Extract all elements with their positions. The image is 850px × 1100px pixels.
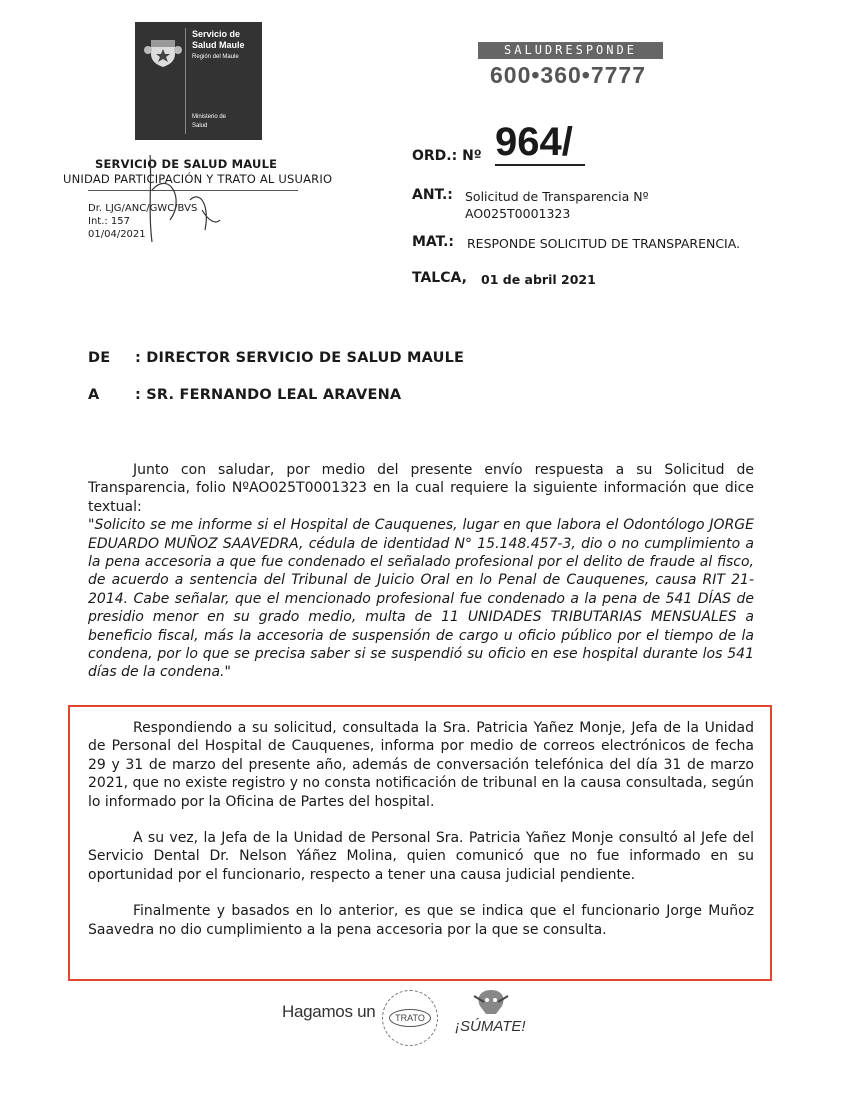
ord-underline <box>495 164 585 166</box>
response-paragraph-3: Finalmente y basados en lo anterior, es que se indica que el funcionario Jorge Muñoz Saavedra no dio cumplimiento a la pena accesoria por la que se consulta. <box>88 903 754 938</box>
trato-seal <box>382 990 438 1046</box>
ord-number: 964/ <box>495 120 573 164</box>
a-label: A <box>88 387 100 403</box>
response-paragraph-1: Respondiendo a su solicitud, consultada la Sra. Patricia Yañez Monje, Jefa de la Unidad de Personal del Hospital de Cauquenes, informa por medio de correos electrónicos de fecha 29 y 31 de marzo del presente año, además de conversación telefónica del día 31 de marzo 2021, que no existe registro y no consta notificación de tribunal en la causa consultada, según lo informado por la Oficina de Partes del hospital. <box>88 720 754 810</box>
reference-initials: Dr. LJG/ANC/GWC/BVS <box>88 203 198 214</box>
mat-label: MAT.: <box>412 234 455 250</box>
a-value: : SR. FERNANDO LEAL ARAVENA <box>135 387 402 403</box>
logo-text-line2: Salud Maule <box>192 40 245 50</box>
ant-line1: Solicitud de Transparencia Nº <box>465 189 649 204</box>
reference-internal-number: Int.: 157 <box>88 216 131 227</box>
logo-text-line1: Servicio de <box>192 29 241 39</box>
mat-value: RESPONDE SOLICITUD DE TRANSPARENCIA. <box>467 236 741 251</box>
logo-text-line4: Ministerio de <box>192 114 227 120</box>
logo-text-line5: Salud <box>192 123 208 129</box>
unit-name: UNIDAD PARTICIPACIÓN Y TRATO AL USUARIO <box>63 172 333 186</box>
hotline-label: SALUDRESPONDE <box>478 42 663 59</box>
footer-slogan: Hagamos un <box>282 1002 376 1021</box>
place-label: TALCA, <box>412 270 467 286</box>
ant-line2: AO025T0001323 <box>465 206 571 221</box>
intro-paragraph: Junto con saludar, por medio del presente envío respuesta a su Solicitud de Transparencia, folio NºAO025T0001323 en la cual requiere la siguiente información que dice textual: <box>88 462 754 515</box>
logo-text-line3: Región del Maule <box>192 54 239 60</box>
date-value: 01 de abril 2021 <box>481 272 596 287</box>
trato-seal-label: TRATO <box>389 1009 431 1027</box>
ant-label: ANT.: <box>412 187 453 203</box>
service-name: SERVICIO DE SALUD MAULE <box>95 157 278 171</box>
quoted-request: "Solicito se me informe si el Hospital de Cauquenes, lugar en que labora el Odontólogo JORGE EDUARDO MUÑOZ SAAVEDRA, cédula de identidad N° 15.148.457-3, dio o no cumplimiento a la pena accesoria a que fue condenado el señalado profesional por el delito de fraude al fisco, de acuerdo a sentencia del Tribunal de Juicio Oral en lo Penal de Cauquenes, causa RIT 21-2014. Cabe señalar, que el mencionado profesional fue condenado a la pena de 541 DÍAS de presidio menor en su grado medio, multa de 11 UNIDADES TRIBUTARIAS MENSUALES a beneficio fiscal, más la accesoria de suspensión de cargo u oficio público por el tiempo de la condena, por lo que se precisa saber si se suspendió su oficio en ese hospital durante los 541 días de la condena." <box>88 517 754 681</box>
letter-body-top <box>88 461 754 682</box>
reference-date: 01/04/2021 <box>88 229 146 240</box>
response-paragraph-2: A su vez, la Jefa de la Unidad de Personal Sra. Patricia Yañez Monje consultó al Jefe del Servicio Dental Dr. Nelson Yáñez Molina, quien comunicó que no fue informado en su oportunidad por el funcionario, respecto a tener una causa judicial pendiente. <box>88 830 754 883</box>
letter-body-response <box>88 719 754 939</box>
de-label: DE <box>88 350 111 366</box>
footer-sumate: ¡SÚMATE! <box>455 1018 526 1035</box>
ord-label: ORD.: Nº <box>412 148 482 164</box>
de-value: : DIRECTOR SERVICIO DE SALUD MAULE <box>135 350 465 366</box>
signature-scribble <box>130 150 240 250</box>
logo-divider <box>185 28 186 134</box>
hotline-number: 600•360•7777 <box>490 62 647 88</box>
institution-logo <box>135 22 262 140</box>
chile-coat-of-arms-icon <box>143 30 183 70</box>
